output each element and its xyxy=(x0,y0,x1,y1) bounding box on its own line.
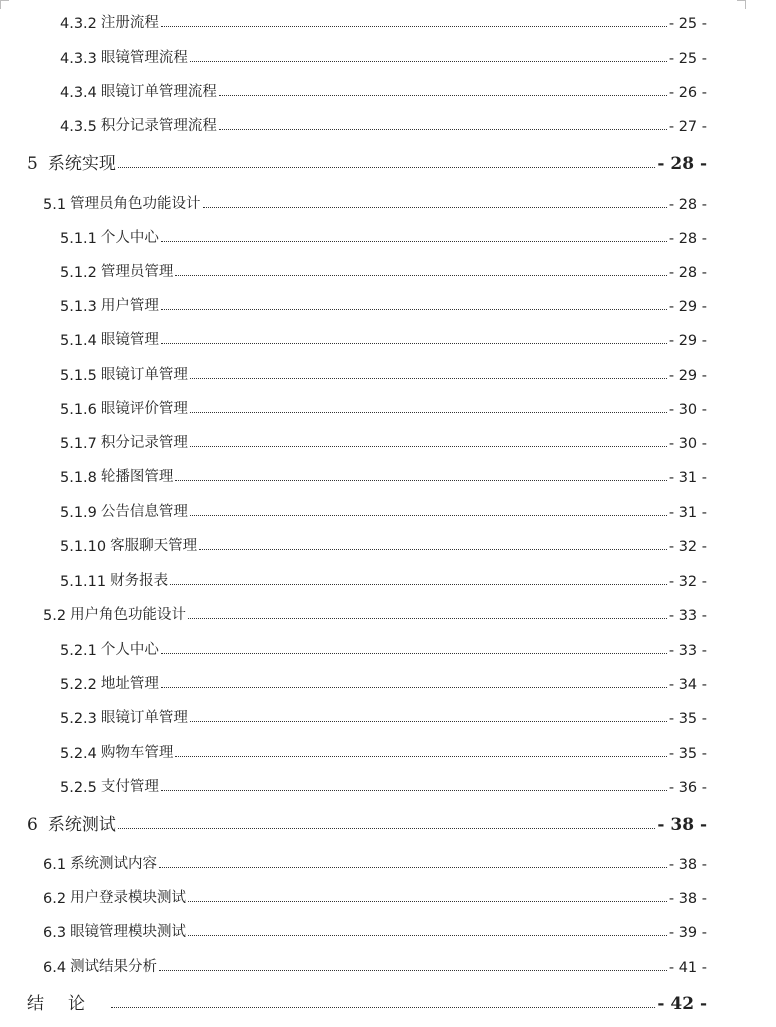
toc-entry-page: - 29 - xyxy=(668,299,707,315)
toc-entry-title: 轮播图管理 xyxy=(100,469,174,485)
toc-leader-dots xyxy=(161,687,667,688)
toc-leader-dots xyxy=(161,653,667,654)
toc-entry-title: 用户管理 xyxy=(100,298,159,314)
toc-entry-number: 6.4 xyxy=(43,960,67,976)
toc-leader-dots xyxy=(175,480,666,481)
toc-entry-title: 眼镜订单管理流程 xyxy=(100,84,217,100)
toc-entry-title: 积分记录管理 xyxy=(100,435,188,451)
toc-leader-dots xyxy=(188,901,667,902)
toc-entry-number: 4.3.4 xyxy=(60,85,97,101)
toc-entry-page: - 38 - xyxy=(668,857,707,873)
toc-leader-dots xyxy=(161,26,667,27)
toc-leader-dots xyxy=(175,275,666,276)
toc-entry-page: - 26 - xyxy=(668,85,707,101)
toc-entry-title: 购物车管理 xyxy=(100,745,174,761)
toc-entry-page: - 39 - xyxy=(668,925,707,941)
toc-entry-5-1-3[interactable] xyxy=(0,289,776,315)
toc-leader-dots xyxy=(161,309,667,310)
toc-entry-page: - 25 - xyxy=(668,16,707,32)
toc-chapter-6[interactable] xyxy=(0,809,776,835)
toc-entry-5-2-2[interactable] xyxy=(0,667,776,693)
toc-entry-title: 用户登录模块测试 xyxy=(70,890,187,906)
toc-leader-dots xyxy=(190,721,667,722)
toc-entry-page: - 25 - xyxy=(668,51,707,67)
toc-entry-title: 管理员角色功能设计 xyxy=(70,196,201,212)
toc-entry-title: 眼镜评价管理 xyxy=(100,401,188,417)
toc-entry-number: 4.3.5 xyxy=(60,119,97,135)
toc-entry-title: 积分记录管理流程 xyxy=(100,118,217,134)
toc-entry-page: - 34 - xyxy=(668,677,707,693)
toc-entry-5-2-4[interactable] xyxy=(0,736,776,762)
toc-entry-number: 6.1 xyxy=(43,857,67,873)
toc-entry-number: 5.2.1 xyxy=(60,643,97,659)
toc-leader-dots xyxy=(190,446,667,447)
toc-entry-number: 5.2.4 xyxy=(60,746,97,762)
toc-leader-dots xyxy=(111,1007,655,1008)
toc-entry-5-2-1[interactable] xyxy=(0,633,776,659)
toc-entry-title: 系统测试 xyxy=(47,815,116,835)
toc-entry-number: 5.2.3 xyxy=(60,711,97,727)
toc-entry-title: 财务报表 xyxy=(110,573,169,589)
toc-leader-dots xyxy=(190,515,667,516)
toc-entry-page: - 38 - xyxy=(668,891,707,907)
toc-entry-5-1-9[interactable] xyxy=(0,495,776,521)
toc-entry-page: - 30 - xyxy=(668,436,707,452)
toc-entry-page: - 31 - xyxy=(668,470,707,486)
toc-entry-page: - 38 - xyxy=(657,815,707,835)
toc-entry-title: 结论 xyxy=(27,994,109,1014)
toc-entry-number: 5.1.10 xyxy=(60,539,107,555)
toc-entry-number: 5.2 xyxy=(43,608,67,624)
toc-entry-page: - 28 - xyxy=(668,197,707,213)
toc-entry-4-3-2[interactable] xyxy=(0,6,776,32)
toc-entry-4-3-3[interactable] xyxy=(0,41,776,67)
toc-leader-dots xyxy=(170,584,667,585)
toc-entry-title: 个人中心 xyxy=(100,230,159,246)
toc-entry-number: 5.1.3 xyxy=(60,299,97,315)
toc-entry-number: 5.1.5 xyxy=(60,368,97,384)
toc-entry-number: 5 xyxy=(27,154,38,174)
toc-entry-5-1-8[interactable] xyxy=(0,460,776,486)
toc-leader-dots xyxy=(188,618,667,619)
toc-entry-title: 眼镜管理流程 xyxy=(100,50,188,66)
toc-leader-dots xyxy=(199,549,667,550)
toc-entry-title: 眼镜管理模块测试 xyxy=(70,924,187,940)
toc-entry-5-1-4[interactable] xyxy=(0,323,776,349)
toc-leader-dots xyxy=(219,95,667,96)
toc-entry-page: - 35 - xyxy=(668,711,707,727)
toc-entry-page: - 35 - xyxy=(668,746,707,762)
toc-entry-number: 5.1 xyxy=(43,197,67,213)
toc-entry-page: - 30 - xyxy=(668,402,707,418)
toc-entry-number: 6 xyxy=(27,815,38,835)
toc-entry-number: 5.1.4 xyxy=(60,333,97,349)
toc-entry-number: 5.2.2 xyxy=(60,677,97,693)
toc-entry-4-3-5[interactable] xyxy=(0,109,776,135)
toc-entry-page: - 33 - xyxy=(668,608,707,624)
toc-entry-page: - 36 - xyxy=(668,780,707,796)
toc-entry-number: 5.1.7 xyxy=(60,436,97,452)
toc-chapter-5[interactable] xyxy=(0,148,776,174)
toc-entry-number: 5.1.9 xyxy=(60,505,97,521)
toc-entry-number: 5.2.5 xyxy=(60,780,97,796)
toc-entry-page: - 33 - xyxy=(668,643,707,659)
toc-leader-dots xyxy=(159,970,667,971)
toc-entry-6-3[interactable] xyxy=(0,915,776,941)
toc-leader-dots xyxy=(203,207,667,208)
toc-entry-page: - 29 - xyxy=(668,368,707,384)
toc-leader-dots xyxy=(118,828,656,829)
toc-entry-5-1-2[interactable] xyxy=(0,255,776,281)
toc-entry-title: 地址管理 xyxy=(100,676,159,692)
toc-entry-title: 测试结果分析 xyxy=(70,959,158,975)
toc-entry-title: 眼镜管理 xyxy=(100,332,159,348)
toc-entry-number: 5.1.6 xyxy=(60,402,97,418)
toc-leader-dots xyxy=(161,241,667,242)
toc-entry-title: 个人中心 xyxy=(100,642,159,658)
toc-entry-number: 5.1.8 xyxy=(60,470,97,486)
toc-entry-6-1[interactable] xyxy=(0,847,776,873)
toc-entry-page: - 28 - xyxy=(668,265,707,281)
toc-entry-page: - 32 - xyxy=(668,574,707,590)
toc-entry-title: 注册流程 xyxy=(100,15,159,31)
toc-entry-5-1-5[interactable] xyxy=(0,358,776,384)
toc-entry-title: 客服聊天管理 xyxy=(110,538,198,554)
toc-leader-dots xyxy=(161,790,667,791)
toc-entry-title: 系统实现 xyxy=(47,154,116,174)
toc-leader-dots xyxy=(190,412,667,413)
toc-leader-dots xyxy=(175,756,666,757)
toc-entry-page: - 29 - xyxy=(668,333,707,349)
toc-entry-5-1-7[interactable] xyxy=(0,426,776,452)
toc-entry-5-1[interactable] xyxy=(0,187,776,213)
toc-entry-number: 6.3 xyxy=(43,925,67,941)
toc-entry-number: 4.3.2 xyxy=(60,16,97,32)
toc-entry-page: - 42 - xyxy=(657,994,707,1014)
toc-leader-dots xyxy=(159,867,667,868)
toc-leader-dots xyxy=(188,935,667,936)
toc-entry-page: - 28 - xyxy=(657,154,707,174)
toc-entry-title: 用户角色功能设计 xyxy=(70,607,187,623)
toc-entry-5-2[interactable] xyxy=(0,598,776,624)
toc-entry-6-4[interactable] xyxy=(0,950,776,976)
toc-entry-title: 眼镜订单管理 xyxy=(100,367,188,383)
toc-leader-dots xyxy=(219,129,667,130)
toc-entry-title: 系统测试内容 xyxy=(70,856,158,872)
toc-entry-number: 6.2 xyxy=(43,891,67,907)
toc-entry-6-2[interactable] xyxy=(0,881,776,907)
toc-entry-number: 5.1.1 xyxy=(60,231,97,247)
toc-entry-title: 眼镜订单管理 xyxy=(100,710,188,726)
toc-entry-5-1-6[interactable] xyxy=(0,392,776,418)
toc-leader-dots xyxy=(161,343,667,344)
toc-entry-number: 5.1.11 xyxy=(60,574,107,590)
toc-conclusion[interactable] xyxy=(0,988,776,1014)
toc-entry-5-2-5[interactable] xyxy=(0,770,776,796)
toc-entry-number: 5.1.2 xyxy=(60,265,97,281)
toc-leader-dots xyxy=(190,378,667,379)
toc-leader-dots xyxy=(118,167,656,168)
toc-entry-5-2-3[interactable] xyxy=(0,701,776,727)
toc-entry-page: - 41 - xyxy=(668,960,707,976)
toc-entry-number: 4.3.3 xyxy=(60,51,97,67)
toc-entry-page: - 31 - xyxy=(668,505,707,521)
toc-entry-page: - 27 - xyxy=(668,119,707,135)
toc-entry-title: 公告信息管理 xyxy=(100,504,188,520)
toc-entry-4-3-4[interactable] xyxy=(0,75,776,101)
toc-entry-title: 支付管理 xyxy=(100,779,159,795)
toc-leader-dots xyxy=(190,61,667,62)
toc-entry-5-1-1[interactable] xyxy=(0,221,776,247)
toc-entry-5-1-11[interactable] xyxy=(0,564,776,590)
toc-entry-page: - 32 - xyxy=(668,539,707,555)
toc-entry-page: - 28 - xyxy=(668,231,707,247)
toc-entry-title: 管理员管理 xyxy=(100,264,174,280)
toc-entry-5-1-10[interactable] xyxy=(0,529,776,555)
